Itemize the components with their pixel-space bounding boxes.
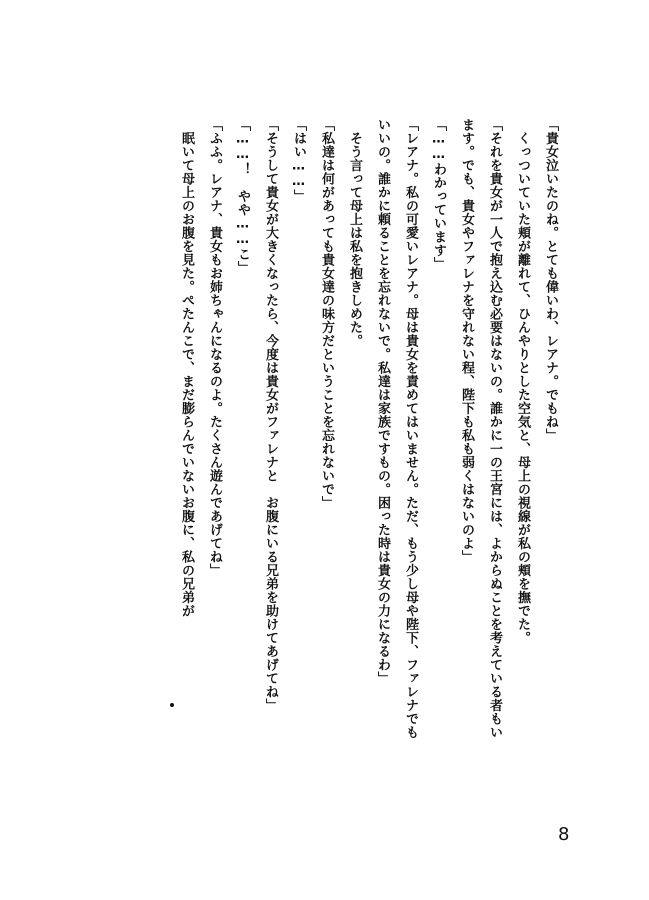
page-number: 8 [558, 824, 570, 845]
text-line: 「それを貴女が一人で抱え込む必要はないの。誰かに一の王宮には、よからぬことを考えている者もい [487, 118, 502, 739]
text-line: いいの。誰かに頼ることを忘れないで。私達は家族ですもの。困った時は貴女の力になるわ」 [375, 118, 390, 685]
text-line: 「レアナ。私の可愛いレアナ。母は貴女を責めてはいません。ただ、もう少し母や陛下、ファレナでも [403, 118, 418, 739]
text-line: 「そうして貴女が大きくなったら、今度は貴女がファレナと お腹にいる兄弟を助けてあげてね」 [263, 118, 278, 712]
text-line: 「……！ やや……こ」 [235, 118, 250, 275]
text-line: 眠いて母上のお腹を見た。ぺたんこで、まだ膨らんでいないお腹に、私の兄弟が [179, 118, 194, 618]
text-line: 「……わかっています」 [431, 118, 446, 271]
vertical-text-block [172, 118, 564, 798]
text-line: くっついていた頬が離れて、ひんやりとした空気と、母上の視線が私の頬を撫でた。 [515, 118, 530, 645]
text-line: 「はい……」 [291, 118, 306, 203]
text-line: そう言って母上は私を抱きしめた。 [347, 118, 362, 348]
ellipsis-dot [170, 703, 174, 707]
text-line: ます。でも、貴女やファレナを守れない程、陛下も私も弱くはないのよ」 [459, 118, 474, 564]
text-line: 「ふふ。レアナ、貴女もお姉ちゃんになるのよ。たくさん遊んであげてね」 [207, 118, 222, 577]
text-line: 「貴女泣いたのね。とても偉いわ、レアナ。でもね」 [543, 118, 558, 442]
text-line: 「私達は何があっても貴女達の味方だということを忘れないで」 [319, 118, 334, 510]
